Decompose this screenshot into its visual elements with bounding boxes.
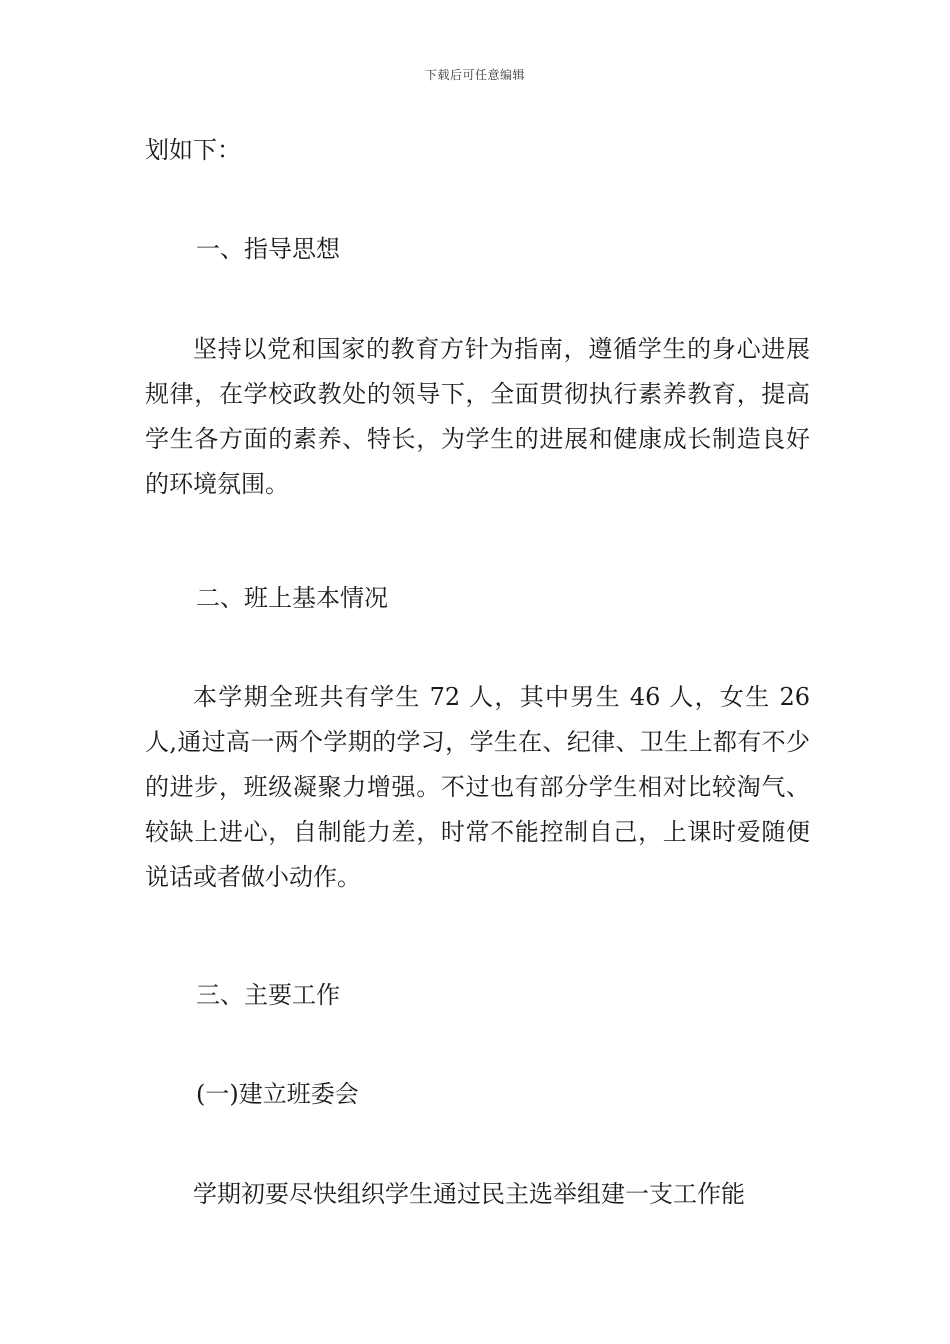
paragraph-class-committee: 学期初要尽快组织学生通过民主选举组建一支工作能 [193,1180,745,1208]
section-heading-main-work: 三、主要工作 [196,981,340,1009]
lead-text: 划如下： [145,136,241,164]
subsection-heading-class-committee: (一)建立班委会 [196,1080,359,1108]
paragraph-class-situation: 本学期全班共有学生 72 人，其中男生 46 人，女生 26 人,通过高一两个学期的学习，学生在、纪律、卫生上都有不少的进步，班级凝聚力增强。不过也有部分学生相对比较淘气、较缺上进心，自制能力差，时常不能控制自己，上课时爱随便说话或者做小动作。 [145,683,810,891]
header-note: 下载后可任意编辑 [424,68,525,82]
section-heading-class-situation: 二、班上基本情况 [196,584,388,612]
paragraph-guiding-ideology: 坚持以党和国家的教育方针为指南，遵循学生的身心进展规律，在学校政教处的领导下，全面贯彻执行素养教育，提高学生各方面的素养、特长，为学生的进展和健康成长制造良好的环境氛围。 [145,335,810,498]
section-heading-guiding-ideology: 一、指导思想 [196,235,340,263]
